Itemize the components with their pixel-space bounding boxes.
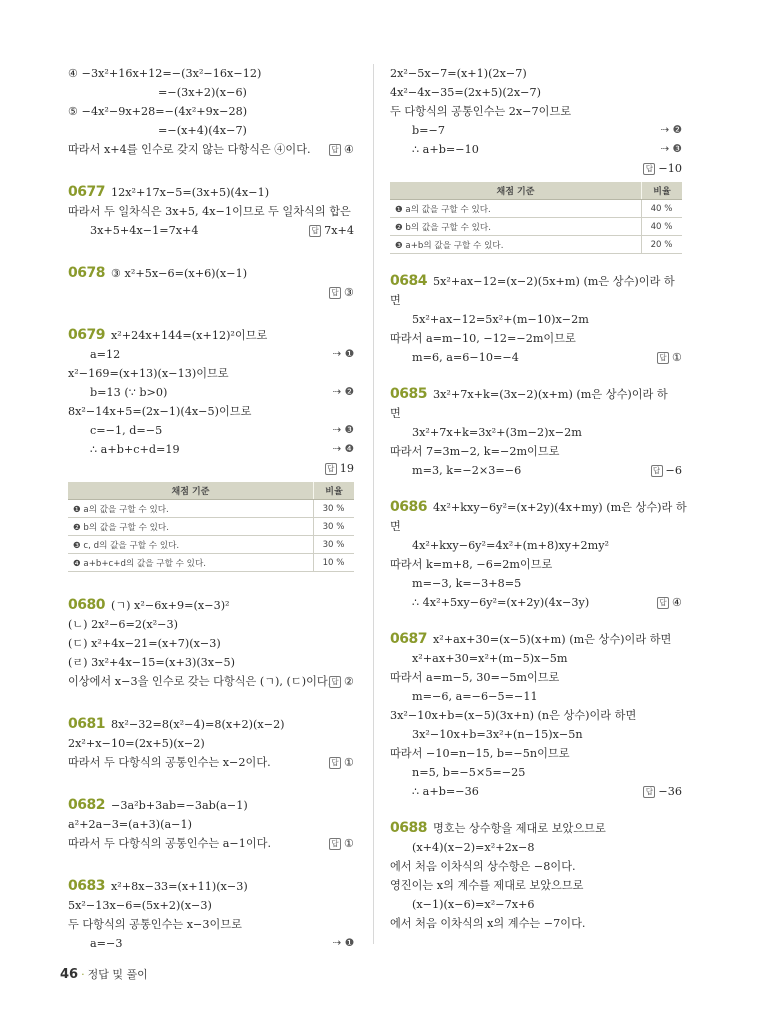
step-marker-icon: ⇢ ❸: [332, 424, 354, 436]
answer: [329, 140, 354, 159]
solution-line: m=−3, k=−3+8=5: [412, 577, 522, 590]
problem-0680: [68, 596, 354, 615]
solution-line: ⑤ −4x²−9x+28=−(4x²+9x−28): [68, 105, 248, 118]
solution-text: c=−1, d=−5: [90, 424, 163, 437]
problem-number: 0686: [390, 499, 427, 515]
solution-line: [390, 140, 682, 159]
answer-icon: 답: [643, 786, 655, 798]
solution-line: 3x²−10x+b=3x²+(n−15)x−5n: [412, 728, 583, 741]
answer: [329, 834, 354, 853]
answer-value: ①: [671, 351, 682, 364]
solution-line: [390, 121, 682, 140]
conclusion-line: [68, 140, 354, 159]
solution-line: 영진이는 x의 계수를 제대로 보았으므로: [390, 879, 584, 892]
problem-number: 0688: [390, 820, 427, 836]
answer-icon: 답: [309, 225, 321, 237]
answer-line: [68, 459, 354, 478]
solution-text: 8x²−32=8(x²−4)=8(x+2)(x−2): [110, 718, 285, 731]
solution-line: 면: [390, 407, 401, 420]
step-marker-icon: ⇢ ❸: [660, 143, 682, 155]
answer: [325, 459, 354, 478]
problem-0686: [390, 498, 687, 517]
solution-line: 5x²−13x−6=(5x+2)(x−3): [68, 899, 212, 912]
solution-line: (x−1)(x−6)=x²−7x+6: [412, 898, 535, 911]
step-marker-icon: ⇢ ❷: [660, 124, 682, 136]
solution-line: ④ −3x²+16x+12=−(3x²−16x−12): [68, 67, 262, 80]
table-row: [390, 218, 682, 236]
solution-line: 따라서 a=m−5, 30=−5m이므로: [390, 671, 560, 684]
solution-text: 4x²+kxy−6y²=(x+2y)(4x+my) (m은 상수)라 하: [432, 501, 687, 514]
answer-line: [390, 159, 682, 178]
answer: [309, 221, 354, 240]
solution-text: ③ x²+5x−6=(x+6)(x−1): [110, 267, 248, 280]
solution-text: 5x²+ax−12=(x−2)(5x+m) (m은 상수)이라 하: [432, 275, 675, 288]
problem-number: 0683: [68, 878, 105, 894]
solution-line: [390, 348, 682, 367]
criterion-cell: ❸ c, d의 값을 구할 수 있다.: [68, 536, 314, 554]
answer: [657, 593, 682, 612]
problem-0685: [390, 385, 682, 404]
solution-line: 2x²+x−10=(2x+5)(x−2): [68, 737, 205, 750]
solution-line: [390, 593, 682, 612]
solution-text: ∴ a+b=−10: [412, 143, 479, 156]
ratio-cell: 40 %: [642, 218, 683, 236]
solution-text: 명호는 상수항을 제대로 보았으므로: [432, 822, 606, 835]
conclusion-line: [68, 834, 354, 853]
answer-icon: 답: [657, 352, 669, 364]
solution-text: 3x+5+4x−1=7x+4: [90, 224, 199, 237]
solution-text: m=6, a=6−10=−4: [412, 351, 519, 364]
answer-value: ④: [671, 596, 682, 609]
solution-line: 에서 처음 이차식의 상수항은 −8이다.: [390, 860, 576, 873]
page-footer: [60, 966, 148, 982]
answer-value: −10: [658, 162, 682, 175]
step-marker-icon: ⇢ ❶: [332, 937, 354, 949]
conclusion-text: 따라서 x+4를 인수로 갖지 않는 다항식은 ④이다.: [68, 143, 311, 156]
answer-value: ④: [343, 143, 354, 156]
solution-line: [68, 934, 354, 953]
solution-line: x²−169=(x+13)(x−13)이므로: [68, 367, 229, 380]
solution-line: 면: [390, 294, 401, 307]
solution-line: 8x²−14x+5=(2x−1)(4x−5)이므로: [68, 405, 252, 418]
problem-number: 0679: [68, 327, 105, 343]
answer-icon: 답: [329, 144, 341, 156]
solution-line: 두 다항식의 공통인수는 x−3이므로: [68, 918, 242, 931]
problem-number: 0684: [390, 273, 427, 289]
solution-text: 12x²+17x−5=(3x+5)(4x−1): [110, 186, 270, 199]
problem-number: 0685: [390, 386, 427, 402]
solution-line: a²+2a−3=(a+3)(a−1): [68, 818, 192, 831]
section-title: 정답 및 풀이: [87, 968, 148, 981]
table-row: [390, 200, 682, 218]
answer-value: 19: [339, 462, 354, 475]
solution-line: 4x²+kxy−6y²=4x²+(m+8)xy+2my²: [412, 539, 610, 552]
solution-line: (x+4)(x−2)=x²+2x−8: [412, 841, 535, 854]
table-header-row: [68, 482, 354, 500]
page-number: 46: [60, 967, 79, 982]
solution-line: 따라서 7=3m−2, k=−2m이므로: [390, 445, 560, 458]
answer-value: −6: [665, 464, 682, 477]
scoring-criteria-table: [390, 182, 682, 254]
ratio-cell: 20 %: [642, 236, 683, 254]
solution-text: b=13 (∵ b>0): [90, 386, 168, 399]
answer-icon: 답: [329, 757, 341, 769]
solution-line: [68, 345, 354, 364]
answer-icon: 답: [325, 463, 337, 475]
answer-line: [68, 283, 354, 302]
answer-icon: 답: [657, 597, 669, 609]
criterion-header: 채점 기준: [390, 182, 642, 200]
solution-text: m=3, k=−2×3=−6: [412, 464, 522, 477]
criterion-header: 채점 기준: [68, 482, 314, 500]
left-column: [68, 64, 354, 953]
problem-0681: [68, 715, 354, 734]
problem-number: 0681: [68, 716, 105, 732]
answer-icon: 답: [329, 838, 341, 850]
solution-line: 따라서 a=m−10, −12=−2m이므로: [390, 332, 576, 345]
conclusion-line: [68, 672, 354, 691]
problem-0687: [390, 630, 682, 649]
solution-text: b=−7: [412, 124, 446, 137]
conclusion-text: 따라서 두 다항식의 공통인수는 a−1이다.: [68, 837, 272, 850]
solution-text: a=12: [90, 348, 121, 361]
solution-line: =−(x+4)(4x−7): [158, 124, 247, 137]
solution-text: x²+24x+144=(x+12)²이므로: [110, 329, 268, 342]
solution-line: [68, 421, 354, 440]
solution-text: x²+ax+30=(x−5)(x+m) (m은 상수)이라 하면: [432, 633, 672, 646]
criterion-cell: ❷ b의 값을 구할 수 있다.: [390, 218, 642, 236]
problem-0684: [390, 272, 682, 291]
solution-line: 2x²−5x−7=(x+1)(2x−7): [390, 67, 527, 80]
ratio-cell: 30 %: [314, 518, 355, 536]
solution-line: 두 다항식의 공통인수는 2x−7이므로: [390, 105, 572, 118]
solution-line: (ㄹ) 3x²+4x−15=(x+3)(3x−5): [68, 656, 235, 669]
solution-text: ∴ 4x²+5xy−6y²=(x+2y)(4x−3y): [412, 596, 590, 609]
answer: [651, 461, 683, 480]
solution-line: m=−6, a=−6−5=−11: [412, 690, 538, 703]
answer-value: 7x+4: [324, 224, 354, 237]
answer-icon: 답: [329, 287, 341, 299]
problem-0677: [68, 183, 354, 202]
solution-text: 3x²+7x+k=(3x−2)(x+m) (m은 상수)이라 하: [432, 388, 668, 401]
table-row: [68, 536, 354, 554]
answer-icon: 답: [651, 465, 663, 477]
solution-text: ∴ a+b+c+d=19: [90, 443, 180, 456]
solution-text: −3a²b+3ab=−3ab(a−1): [110, 799, 248, 812]
solution-line: 3x²+7x+k=3x²+(3m−2)x−2m: [412, 426, 582, 439]
ratio-cell: 40 %: [642, 200, 683, 218]
conclusion-text: 따라서 두 다항식의 공통인수는 x−2이다.: [68, 756, 271, 769]
right-column: [390, 64, 687, 933]
solution-text: a=−3: [90, 937, 123, 950]
answer: [657, 348, 682, 367]
solution-line: (ㄷ) x²+4x−21=(x+7)(x−3): [68, 637, 221, 650]
answer: [329, 283, 354, 302]
answer-value: ②: [343, 675, 354, 688]
ratio-header: 비율: [642, 182, 683, 200]
solution-line: 3x²−10x+b=(x−5)(3x+n) (n은 상수)이라 하면: [390, 709, 637, 722]
solution-line: 에서 처음 이차식의 x의 계수는 −7이다.: [390, 917, 586, 930]
solution-line: n=5, b=−5×5=−25: [412, 766, 526, 779]
step-marker-icon: ⇢ ❶: [332, 348, 354, 360]
answer: [643, 782, 682, 801]
problem-number: 0682: [68, 797, 105, 813]
solution-line: 면: [390, 520, 401, 533]
problem-0682: [68, 796, 354, 815]
solution-line: [68, 440, 354, 459]
solution-line: 따라서 −10=n−15, b=−5n이므로: [390, 747, 570, 760]
table-row: [68, 500, 354, 518]
problem-number: 0678: [68, 265, 105, 281]
table-row: [390, 236, 682, 254]
problem-number: 0687: [390, 631, 427, 647]
solution-line: 4x²−4x−35=(2x+5)(2x−7): [390, 86, 541, 99]
problem-number: 0680: [68, 597, 105, 613]
ratio-header: 비율: [314, 482, 355, 500]
criterion-cell: ❹ a+b+c+d의 값을 구할 수 있다.: [68, 554, 314, 572]
table-row: [68, 518, 354, 536]
step-marker-icon: ⇢ ❹: [332, 443, 354, 455]
solution-line: =−(3x+2)(x−6): [158, 86, 247, 99]
solution-text: (ㄱ) x²−6x+9=(x−3)²: [110, 599, 230, 612]
answer: [329, 672, 354, 691]
separator-dot-icon: ·: [81, 968, 85, 981]
criterion-cell: ❶ a의 값을 구할 수 있다.: [390, 200, 642, 218]
problem-0683: [68, 877, 354, 896]
step-marker-icon: ⇢ ❷: [332, 386, 354, 398]
answer: [329, 753, 354, 772]
solution-line: (ㄴ) 2x²−6=2(x²−3): [68, 618, 179, 631]
answer-icon: 답: [329, 676, 341, 688]
scoring-criteria-table: [68, 482, 354, 572]
answer-value: ③: [343, 286, 354, 299]
solution-text: ∴ a+b=−36: [412, 785, 479, 798]
problem-0678: [68, 264, 354, 283]
answer-icon: 답: [643, 163, 655, 175]
ratio-cell: 10 %: [314, 554, 355, 572]
table-row: [68, 554, 354, 572]
solution-line: [68, 383, 354, 402]
answer: [643, 159, 682, 178]
problem-number: 0677: [68, 184, 105, 200]
conclusion-line: [68, 753, 354, 772]
solution-line: [390, 782, 682, 801]
criterion-cell: ❶ a의 값을 구할 수 있다.: [68, 500, 314, 518]
criterion-cell: ❷ b의 값을 구할 수 있다.: [68, 518, 314, 536]
solution-line: x²+ax+30=x²+(m−5)x−5m: [412, 652, 568, 665]
answer-value: ①: [343, 837, 354, 850]
solution-line: 따라서 k=m+8, −6=2m이므로: [390, 558, 553, 571]
solution-line: [390, 461, 682, 480]
ratio-cell: 30 %: [314, 500, 355, 518]
solution-line: 따라서 두 일차식은 3x+5, 4x−1이므로 두 일차식의 합은: [68, 205, 351, 218]
table-header-row: [390, 182, 682, 200]
answer-value: ①: [343, 756, 354, 769]
column-divider: [373, 64, 374, 944]
ratio-cell: 30 %: [314, 536, 355, 554]
problem-0679: [68, 326, 354, 345]
criterion-cell: ❸ a+b의 값을 구할 수 있다.: [390, 236, 642, 254]
answer-value: −36: [658, 785, 682, 798]
solution-text: x²+8x−33=(x+11)(x−3): [110, 880, 248, 893]
solution-line: 5x²+ax−12=5x²+(m−10)x−2m: [412, 313, 589, 326]
problem-0688: [390, 819, 682, 838]
solution-line: [68, 221, 354, 240]
conclusion-text: 이상에서 x−3을 인수로 갖는 다항식은 (ㄱ), (ㄷ)이다.: [68, 675, 332, 688]
